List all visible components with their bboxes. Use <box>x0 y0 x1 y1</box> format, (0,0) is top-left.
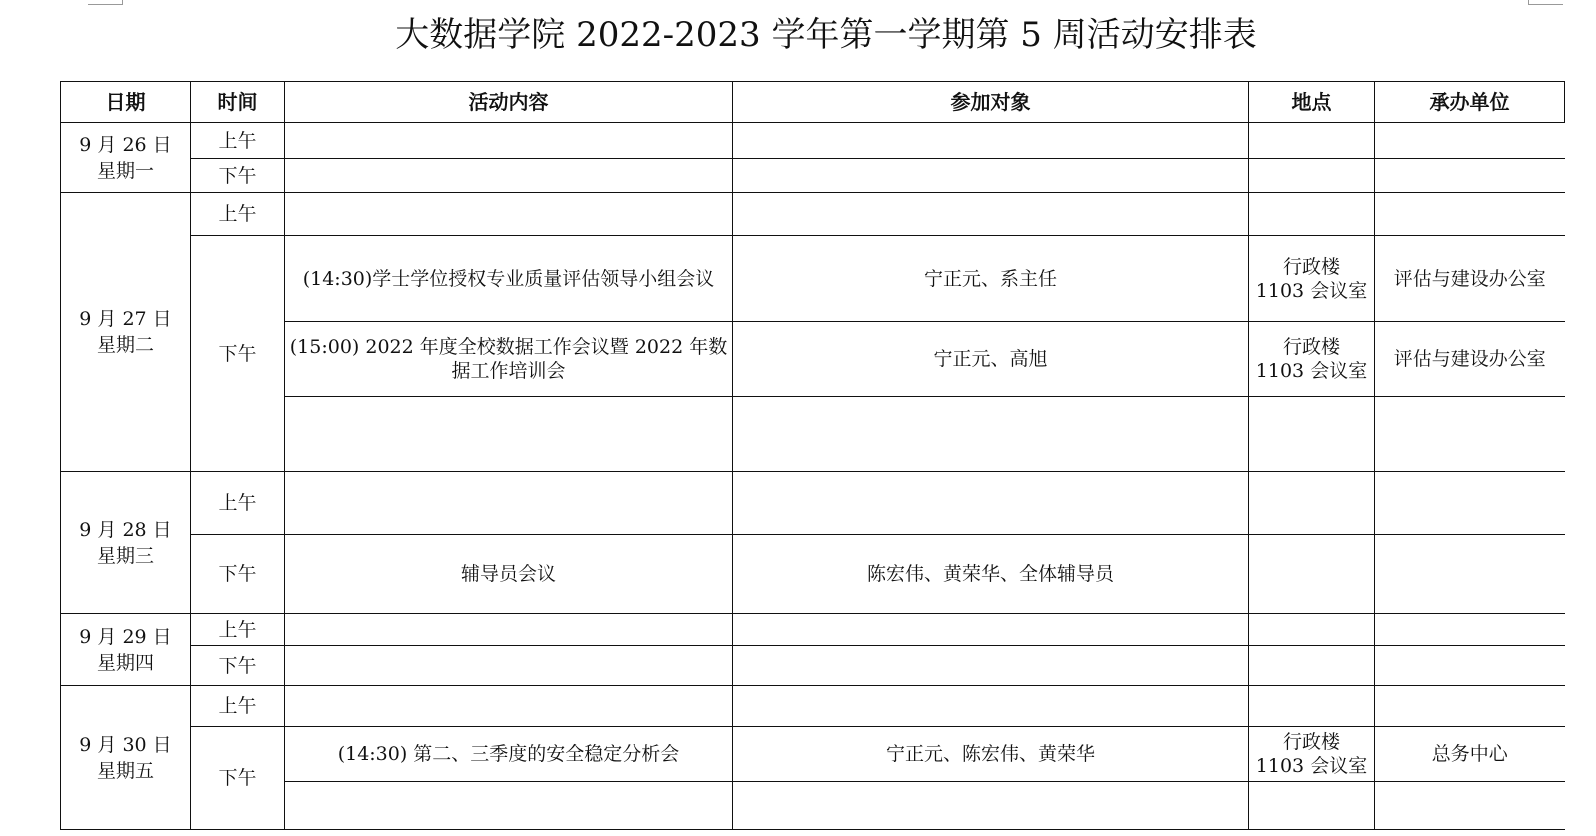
content-cell: (14:30) 第二、三季度的安全稳定分析会 <box>285 727 733 782</box>
date-cell <box>61 614 191 686</box>
organizer-cell: 总务中心 <box>1375 727 1565 782</box>
location-cell: 行政楼 1103 会议室 <box>1249 236 1375 322</box>
time-cell: 下午 <box>191 236 285 472</box>
participants-cell <box>733 646 1249 686</box>
participants-cell <box>733 193 1249 236</box>
location-cell: 行政楼 1103 会议室 <box>1249 727 1375 782</box>
table-row <box>61 535 1565 614</box>
table-row <box>61 397 1565 472</box>
header-participants: 参加对象 <box>733 82 1249 123</box>
participants-cell: 宁正元、系主任 <box>733 236 1249 322</box>
table-row <box>61 123 1565 159</box>
table-row <box>61 322 1565 397</box>
date-text: 9 月 30 日 <box>79 733 172 756</box>
content-cell <box>285 123 733 159</box>
location-cell <box>1249 193 1375 236</box>
weekday-text: 星期一 <box>96 159 154 182</box>
table-row <box>61 236 1565 322</box>
table-row <box>61 472 1565 535</box>
content-cell <box>285 686 733 727</box>
header-location: 地点 <box>1249 82 1375 123</box>
content-cell <box>285 472 733 535</box>
date-text: 9 月 28 日 <box>79 518 172 541</box>
table-row <box>61 727 1565 782</box>
organizer-cell <box>1375 535 1565 614</box>
organizer-cell <box>1375 614 1565 646</box>
location-cell <box>1249 159 1375 193</box>
location-cell <box>1249 397 1375 472</box>
table-row <box>61 159 1565 193</box>
content-cell <box>285 782 733 830</box>
weekday-text: 星期三 <box>96 544 154 567</box>
organizer-cell <box>1375 686 1565 727</box>
date-cell <box>61 193 191 472</box>
location-cell <box>1249 472 1375 535</box>
location-cell <box>1249 123 1375 159</box>
table-row <box>61 614 1565 646</box>
header-time: 时间 <box>191 82 285 123</box>
organizer-cell <box>1375 159 1565 193</box>
organizer-cell <box>1375 472 1565 535</box>
date-cell <box>61 686 191 830</box>
participants-cell: 宁正元、高旭 <box>733 322 1249 397</box>
location-cell <box>1249 535 1375 614</box>
time-cell: 下午 <box>191 727 285 830</box>
time-cell: 上午 <box>191 472 285 535</box>
organizer-cell <box>1375 397 1565 472</box>
table-row <box>61 686 1565 727</box>
time-cell: 下午 <box>191 159 285 193</box>
content-cell <box>285 614 733 646</box>
participants-cell <box>733 782 1249 830</box>
header-row <box>61 82 1565 123</box>
organizer-cell <box>1375 646 1565 686</box>
organizer-cell: 评估与建设办公室 <box>1375 322 1565 397</box>
content-cell: 辅导员会议 <box>285 535 733 614</box>
header-content: 活动内容 <box>285 82 733 123</box>
content-cell <box>285 193 733 236</box>
participants-cell <box>733 123 1249 159</box>
participants-cell <box>733 614 1249 646</box>
content-cell <box>285 646 733 686</box>
location-cell <box>1249 686 1375 727</box>
weekday-text: 星期五 <box>96 759 154 782</box>
date-cell <box>61 123 191 193</box>
weekday-text: 星期二 <box>96 334 154 356</box>
participants-cell <box>733 686 1249 727</box>
time-cell: 下午 <box>191 535 285 614</box>
time-cell: 上午 <box>191 686 285 727</box>
organizer-cell <box>1375 782 1565 830</box>
participants-cell <box>733 397 1249 472</box>
date-cell <box>61 472 191 614</box>
document-title: 大数据学院 2022-2023 学年第一学期第 5 周活动安排表 <box>395 15 1257 55</box>
location-cell: 行政楼 1103 会议室 <box>1249 322 1375 397</box>
organizer-cell: 评估与建设办公室 <box>1375 236 1565 322</box>
participants-cell <box>733 159 1249 193</box>
table-row <box>61 782 1565 830</box>
participants-cell: 陈宏伟、黄荣华、全体辅导员 <box>733 535 1249 614</box>
time-cell: 上午 <box>191 123 285 159</box>
participants-cell <box>733 472 1249 535</box>
date-text: 9 月 26 日 <box>79 133 172 156</box>
participants-cell: 宁正元、陈宏伟、黄荣华 <box>733 727 1249 782</box>
content-cell: (15:00) 2022 年度全校数据工作会议暨 2022 年数据工作培训会 <box>285 322 733 397</box>
content-cell <box>285 159 733 193</box>
location-cell <box>1249 614 1375 646</box>
location-cell <box>1249 646 1375 686</box>
table-row <box>61 193 1565 236</box>
schedule-body <box>61 123 1565 830</box>
content-cell: (14:30)学士学位授权专业质量评估领导小组会议 <box>285 236 733 322</box>
time-cell: 下午 <box>191 646 285 686</box>
location-cell <box>1249 782 1375 830</box>
table-row <box>61 646 1565 686</box>
organizer-cell <box>1375 123 1565 159</box>
time-cell: 上午 <box>191 614 285 646</box>
schedule-table <box>60 81 1565 830</box>
organizer-cell <box>1375 193 1565 236</box>
crop-mark-left <box>88 0 123 5</box>
content-cell <box>285 397 733 472</box>
crop-mark-right <box>1528 0 1563 5</box>
date-text: 9 月 27 日 <box>79 308 172 330</box>
weekday-text: 星期四 <box>96 651 154 674</box>
header-organizer: 承办单位 <box>1375 82 1565 123</box>
header-date: 日期 <box>61 82 191 123</box>
date-text: 9 月 29 日 <box>79 625 172 648</box>
time-cell: 上午 <box>191 193 285 236</box>
